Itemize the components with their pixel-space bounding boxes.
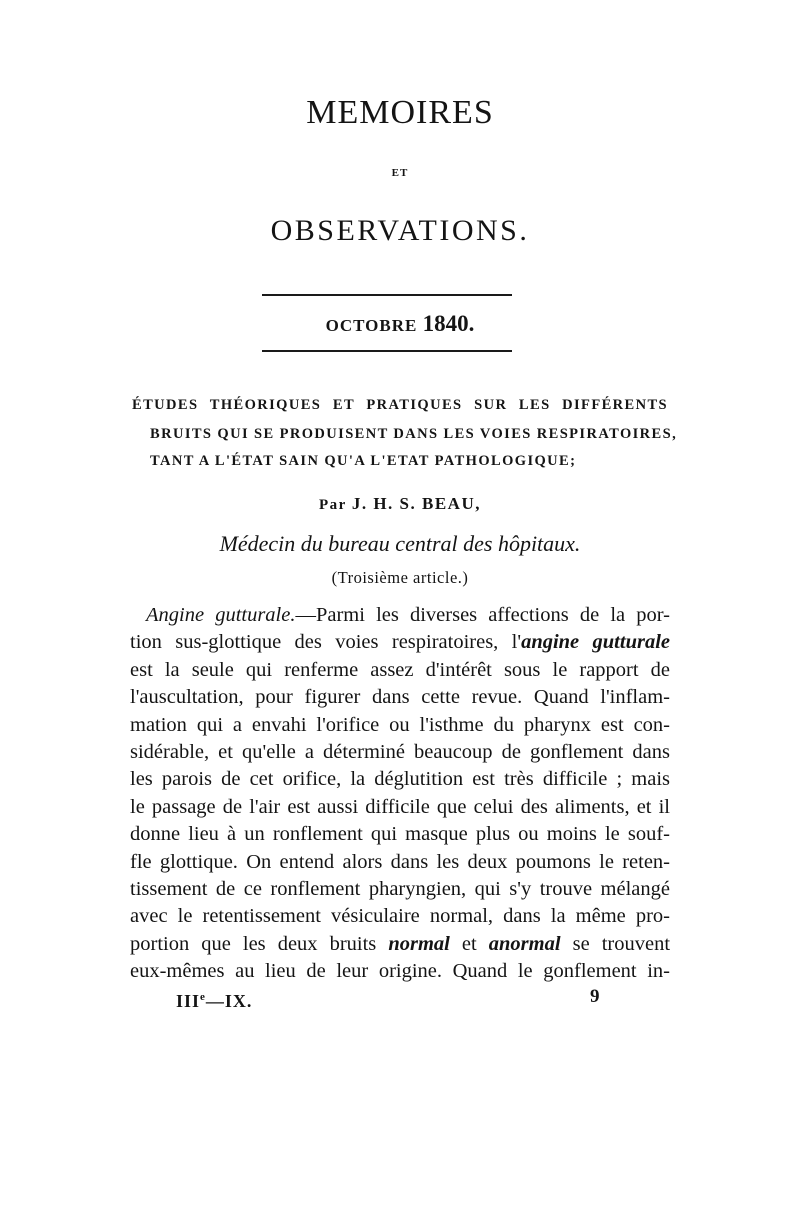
term-italic: normal [388, 932, 450, 955]
term-italic: Angine gutturale. [146, 604, 296, 626]
body-line: mation qui a envahi l'orifice ou l'isthme du pharynx est con- [130, 713, 670, 736]
body-line: tissement de ce ronflement pharyngien, qui s'y trouve mélangé [130, 877, 670, 900]
date-month: OCTOBRE [325, 316, 418, 335]
author-affiliation: Médecin du bureau central des hôpitaux. [219, 531, 581, 556]
body-line: portion que les deux bruits normal et anormal se trouvent [130, 932, 671, 955]
article-note: (Troisième article.) [331, 568, 469, 587]
issue-date [0, 311, 800, 339]
bottom-rule [262, 350, 512, 352]
title-line-1: MEMOIRES [306, 94, 494, 131]
body-line: les parois de cet orifice, la déglutition est très difficile ; mais [130, 768, 670, 791]
body-line: Angine gutturale.—Parmi les diverses affections de la por- [146, 604, 670, 626]
body-line: avec le retentissement vésiculaire normal, dans la même pro- [130, 905, 670, 928]
title-line-2: OBSERVATIONS. [270, 214, 530, 247]
byline-prefix: Par [319, 497, 347, 513]
date-year: 1840. [422, 311, 475, 336]
title-conjunction: ET [391, 167, 409, 179]
body-line: le passage de l'air est aussi difficile que celui des aliments, et il [130, 795, 670, 818]
article-heading-line-2: BRUITS QUI SE PRODUISENT DANS LES VOIES RESPIRATOIRES, [150, 426, 678, 442]
body-line: donne lieu à un ronflement qui masque plus ou moins le souf- [130, 823, 670, 846]
body-line: l'auscultation, pour figurer dans cette revue. Quand l'inflam- [130, 686, 670, 709]
top-rule [262, 294, 512, 296]
printer-signature: IIIe—IX. [176, 991, 253, 1011]
byline [0, 492, 800, 517]
body-line: tion sus-glottique des voies respiratoires, l'angine gutturale [130, 631, 670, 654]
page-number: 9 [590, 986, 600, 1007]
article-heading-line-1: ÉTUDES THÉORIQUES ET PRATIQUES SUR LES DIFFÉRENTS [132, 397, 668, 413]
body-text [130, 602, 670, 985]
term-italic: angine gutturale [521, 631, 670, 654]
author-name: J. H. S. BEAU, [351, 494, 481, 513]
term-italic: anormal [488, 932, 561, 955]
body-line: est la seule qui renferme assez d'intérêt sous le rapport de [130, 658, 670, 681]
body-line: eux-mêmes au lieu de leur origine. Quand le gonflement in- [130, 960, 670, 983]
body-line: sidérable, et qu'elle a déterminé beaucoup de gonflement dans [130, 740, 670, 763]
body-line: fle glottique. On entend alors dans les deux poumons le reten- [130, 850, 670, 873]
article-heading-line-3: TANT A L'ÉTAT SAIN QU'A L'ETAT PATHOLOGIQUE; [150, 453, 577, 469]
